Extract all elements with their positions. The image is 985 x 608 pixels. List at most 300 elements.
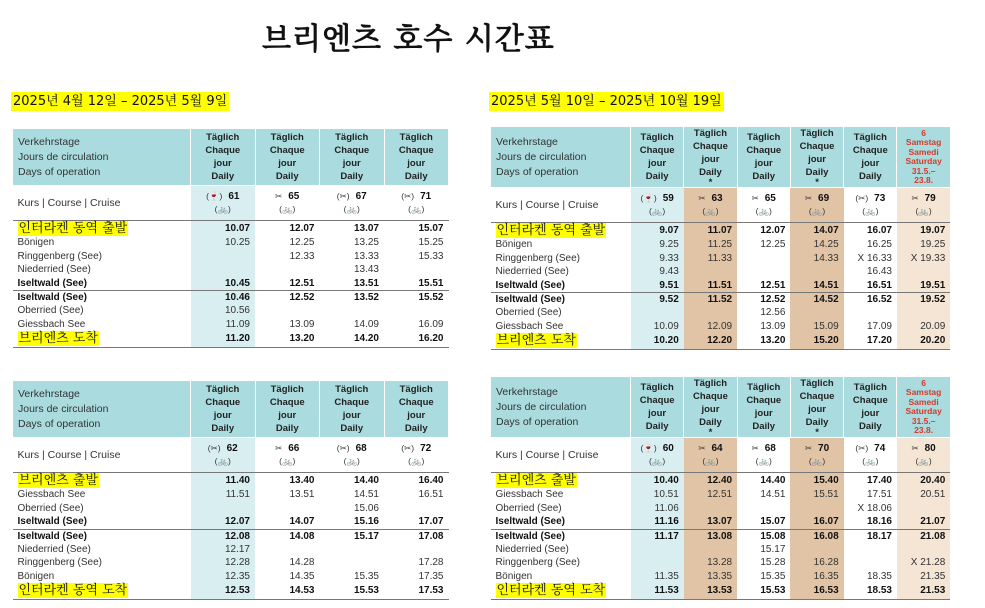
service-icon: ✂ xyxy=(698,193,706,203)
service-icon: (🍷) xyxy=(640,193,657,203)
bike-icon: (🚲) xyxy=(808,456,826,466)
highlighted-stop-name: 브리엔츠 출발 xyxy=(496,473,576,488)
highlighted-stop-name: 인터라켄 동역 도착 xyxy=(18,583,128,599)
days-label-en: Days of operation xyxy=(496,415,579,428)
course-cell-79 xyxy=(897,188,950,223)
daily-label-en: Daily xyxy=(752,421,776,432)
departure-time: 18.53 xyxy=(844,583,897,599)
timetable-row xyxy=(13,304,449,317)
days-of-operation-label xyxy=(491,127,631,188)
departure-time xyxy=(384,304,449,317)
departure-time: 13.53 xyxy=(684,583,737,599)
course-cell-70 xyxy=(790,438,843,473)
timetable-row xyxy=(13,488,449,501)
timetable-row xyxy=(13,331,449,347)
bike-icon: (🚲) xyxy=(808,206,826,216)
footnote-star: * xyxy=(708,427,713,438)
daily-header-68 xyxy=(737,377,790,438)
timetable-row xyxy=(491,515,951,529)
departure-time: 15.07 xyxy=(760,516,786,528)
saturday-range: 31.5.–23.8. xyxy=(911,415,936,435)
daily-header-71 xyxy=(384,129,449,186)
departure-time: 15.53 xyxy=(320,583,385,599)
highlighted-stop-name: 브리엔츠 출발 xyxy=(18,473,98,488)
departure-time: 13.20 xyxy=(255,331,320,347)
course-number: 66 xyxy=(288,443,300,454)
service-icon: ✂ xyxy=(804,443,813,453)
daily-header-69 xyxy=(790,127,843,188)
days-label-en: Days of operation xyxy=(18,165,101,178)
daily-label-en: Daily xyxy=(699,167,722,178)
daily-label-fr: Chaque jour xyxy=(639,395,675,419)
course-cell-74 xyxy=(844,438,897,473)
departure-time: 13.40 xyxy=(289,475,315,486)
daily-label-en: Daily xyxy=(211,423,235,434)
saturday-en: Saturday xyxy=(905,156,942,166)
daily-label-fr: Chaque jour xyxy=(398,145,434,169)
stop-label: Ringgenberg (See) xyxy=(495,557,580,569)
bike-icon: (🚲) xyxy=(649,456,666,466)
terminal-stop-label xyxy=(13,583,191,599)
course-cell-66 xyxy=(255,438,320,473)
highlighted-stop-name: 인터라켄 동역 출발 xyxy=(18,221,128,236)
daily-label-en: Daily xyxy=(805,417,829,428)
course-cell-59 xyxy=(631,188,684,223)
departure-time xyxy=(897,265,950,278)
daily-label-de: Täglich xyxy=(747,382,781,393)
timetable-row xyxy=(491,502,951,515)
terminal-stop-label xyxy=(13,331,191,347)
departure-time: X 18.06 xyxy=(857,502,892,514)
daily-label-en: Daily xyxy=(699,417,722,428)
departure-time: 21.53 xyxy=(897,583,950,599)
daily-label-fr: Chaque jour xyxy=(693,391,728,415)
period-label-2: 2025년 5월 10일 – 2025년 10월 19일 xyxy=(491,94,722,109)
departure-time: 13.33 xyxy=(353,250,379,262)
days-label-de: Verkehrstage xyxy=(496,135,558,148)
days-label-de: Verkehrstage xyxy=(496,385,558,398)
header-row xyxy=(491,127,951,188)
service-icon: ✂ xyxy=(698,443,706,453)
departure-time: X 21.28 xyxy=(897,556,950,569)
departure-time xyxy=(737,502,790,515)
daily-header-68 xyxy=(320,381,385,438)
departure-time: 11.07 xyxy=(684,223,737,239)
course-label: Kurs | Course | Cruise xyxy=(13,438,191,473)
service-icon: (✂) xyxy=(855,193,869,203)
timetable-row xyxy=(13,250,449,263)
departure-time xyxy=(897,502,950,515)
days-label-fr: Jours de circulation xyxy=(18,150,109,163)
stop-label: Ringgenberg (See) xyxy=(17,250,102,262)
departure-time: 14.20 xyxy=(320,331,385,347)
departure-time xyxy=(384,543,449,556)
course-cell-63 xyxy=(684,188,737,223)
daily-label-fr: Chaque jour xyxy=(852,395,888,419)
departure-time: 11.53 xyxy=(631,583,684,599)
timetable-row xyxy=(491,293,951,307)
stop-label: Niederried (See) xyxy=(495,544,569,556)
departure-time: 16.08 xyxy=(790,529,843,543)
stop-label: Bönigen xyxy=(495,570,533,582)
departure-time: 20.09 xyxy=(897,320,950,333)
bike-icon: (🚲) xyxy=(649,206,666,216)
terminal-stop-label xyxy=(13,221,191,237)
departure-time: 14.28 xyxy=(289,557,315,569)
daily-label-fr: Chaque jour xyxy=(334,145,370,169)
daily-label-de: Täglich xyxy=(335,384,369,395)
days-label-fr: Jours de circulation xyxy=(496,400,587,413)
daily-label-fr: Chaque jour xyxy=(639,145,675,169)
timetable-row xyxy=(491,556,951,569)
stop-label: Giessbach See xyxy=(495,320,564,332)
departure-time: 15.33 xyxy=(418,250,444,262)
stop-label: Giessbach See xyxy=(17,489,86,501)
course-cell-68 xyxy=(320,438,385,473)
daily-label-fr: Chaque jour xyxy=(852,145,888,169)
daily-header-65 xyxy=(737,127,790,188)
course-cell-60 xyxy=(631,438,684,473)
daily-label-en: Daily xyxy=(752,171,776,182)
departure-time: 14.33 xyxy=(790,252,843,265)
timetable-a-return xyxy=(12,380,449,600)
departure-time xyxy=(191,502,256,515)
terminal-stop-label xyxy=(491,473,631,489)
stop-label: Ringgenberg (See) xyxy=(495,252,580,264)
daily-label-de: Täglich xyxy=(800,378,834,389)
departure-time: 11.17 xyxy=(631,529,684,543)
days-label-en: Days of operation xyxy=(496,165,579,178)
departure-time: 12.51 xyxy=(289,277,315,289)
stop-label: Oberried (See) xyxy=(495,307,562,319)
days-label-de: Verkehrstage xyxy=(18,387,80,400)
departure-time xyxy=(737,265,790,278)
timetable-row xyxy=(491,473,951,489)
departure-time: 9.51 xyxy=(631,279,684,293)
departure-time xyxy=(790,265,843,278)
departure-time: 15.28 xyxy=(760,557,786,569)
timetable-row xyxy=(491,238,951,251)
service-icon: (✂) xyxy=(401,443,415,453)
daily-label-en: Daily xyxy=(645,171,669,182)
departure-time xyxy=(684,306,737,319)
departure-time: 15.51 xyxy=(790,488,843,501)
days-of-operation-label xyxy=(13,381,191,438)
departure-time: 9.52 xyxy=(631,293,684,307)
service-icon: (🍷) xyxy=(640,443,657,453)
saturday-num: 6 xyxy=(921,377,926,388)
departure-time: 10.20 xyxy=(631,333,684,349)
saturday-de: Samstag xyxy=(905,387,942,397)
daily-label-en: Daily xyxy=(211,171,235,182)
stop-label: Iseltwald (See) xyxy=(495,516,565,528)
stop-label: Bönigen xyxy=(495,239,533,251)
days-label-fr: Jours de circulation xyxy=(496,150,587,163)
departure-time: X 19.33 xyxy=(897,252,950,265)
bike-icon: (🚲) xyxy=(702,206,719,216)
departure-time: 16.51 xyxy=(418,489,444,501)
departure-time: 14.53 xyxy=(255,583,320,599)
departure-time: 14.51 xyxy=(353,489,379,501)
departure-time xyxy=(255,304,320,317)
departure-time xyxy=(897,306,950,319)
departure-time xyxy=(320,304,385,317)
service-icon: ✂ xyxy=(911,443,919,453)
stop-label: Ringgenberg (See) xyxy=(17,557,102,569)
course-cell-62 xyxy=(191,438,256,473)
departure-time: 13.43 xyxy=(353,264,379,276)
course-number: 68 xyxy=(764,443,776,454)
saturday-range: 31.5.–23.8. xyxy=(911,165,936,185)
departure-time: 11.09 xyxy=(191,318,256,331)
departure-time: 13.09 xyxy=(289,318,315,330)
saturday-num: 6 xyxy=(921,127,926,138)
departure-time: 12.56 xyxy=(760,307,786,319)
daily-header-72 xyxy=(384,381,449,438)
course-number: 69 xyxy=(818,193,830,204)
daily-header-61 xyxy=(191,129,256,186)
bike-icon: (🚲) xyxy=(408,204,425,214)
departure-time xyxy=(684,265,737,278)
departure-time: 13.20 xyxy=(737,333,790,349)
daily-label-de: Täglich xyxy=(853,132,887,143)
service-icon: ✂ xyxy=(751,193,759,203)
departure-time xyxy=(320,556,385,569)
departure-time: 16.35 xyxy=(790,570,843,583)
course-number: 62 xyxy=(226,443,238,454)
departure-time: 12.52 xyxy=(255,291,320,305)
course-number: 63 xyxy=(711,193,723,204)
departure-time: 21.08 xyxy=(897,529,950,543)
departure-time: 16.52 xyxy=(844,293,897,307)
daily-label-de: Täglich xyxy=(853,382,887,393)
course-number: 74 xyxy=(874,443,886,454)
timetable-row xyxy=(13,318,449,331)
departure-time xyxy=(191,263,256,276)
daily-header-74 xyxy=(844,377,897,438)
departure-time: 15.08 xyxy=(737,529,790,543)
course-cell-64 xyxy=(684,438,737,473)
daily-header-62 xyxy=(191,381,256,438)
bike-icon: (🚲) xyxy=(755,206,772,216)
departure-time xyxy=(631,543,684,556)
departure-time: 9.43 xyxy=(631,265,684,278)
departure-time xyxy=(191,250,256,263)
daily-label-de: Täglich xyxy=(399,132,433,143)
timetable-row xyxy=(491,306,951,319)
daily-label-en: Daily xyxy=(275,171,299,182)
departure-time: 20.51 xyxy=(897,488,950,501)
service-icon: ✂ xyxy=(275,191,283,201)
departure-time: 17.28 xyxy=(418,557,444,569)
daily-label-fr: Chaque jour xyxy=(334,397,370,421)
daily-header-64 xyxy=(684,377,737,438)
daily-label-en: Daily xyxy=(340,423,364,434)
departure-time xyxy=(320,543,385,556)
daily-label-de: Täglich xyxy=(640,132,674,143)
departure-time: 16.53 xyxy=(790,583,843,599)
departure-time: 14.51 xyxy=(790,279,843,293)
departure-time: 10.45 xyxy=(191,277,256,291)
departure-time: 10.09 xyxy=(631,320,684,333)
departure-time: 14.07 xyxy=(289,516,315,528)
daily-header-66 xyxy=(255,381,320,438)
terminal-stop-label xyxy=(491,333,631,349)
bike-icon: (🚲) xyxy=(862,456,879,466)
daily-header-70 xyxy=(790,377,843,438)
departure-time: 16.20 xyxy=(384,331,449,347)
days-of-operation-label xyxy=(13,129,191,186)
departure-time: 10.25 xyxy=(191,236,256,249)
timetable-row xyxy=(13,583,449,599)
bike-icon: (🚲) xyxy=(279,456,296,466)
departure-time xyxy=(684,502,737,515)
service-icon: (✂) xyxy=(336,443,350,453)
departure-time xyxy=(255,502,320,515)
departure-time: 19.52 xyxy=(897,293,950,307)
departure-time xyxy=(384,263,449,276)
departure-time: 12.07 xyxy=(760,225,786,236)
header-row xyxy=(13,381,449,438)
days-label-de: Verkehrstage xyxy=(18,135,80,148)
departure-time: 18.16 xyxy=(866,516,892,528)
bike-icon: (🚲) xyxy=(408,456,425,466)
departure-time: 12.07 xyxy=(289,223,315,234)
course-row xyxy=(491,438,951,473)
service-icon: ✂ xyxy=(911,193,919,203)
daily-label-fr: Chaque jour xyxy=(746,145,782,169)
header-row xyxy=(491,377,951,438)
daily-label-de: Täglich xyxy=(206,132,240,143)
course-number: 65 xyxy=(764,193,776,204)
highlighted-stop-name: 브리엔츠 도착 xyxy=(496,333,576,349)
timetable-row xyxy=(491,223,951,239)
departure-time: 13.52 xyxy=(320,291,385,305)
stop-label: Iseltwald (See) xyxy=(491,529,631,543)
course-row xyxy=(491,188,951,223)
departure-time: 13.09 xyxy=(760,320,786,332)
daily-label-fr: Chaque jour xyxy=(799,391,835,415)
departure-time: 12.52 xyxy=(737,293,790,307)
bike-icon: (🚲) xyxy=(214,204,231,214)
stop-label: Giessbach See xyxy=(17,318,86,330)
departure-time: 15.20 xyxy=(790,333,843,349)
daily-label-de: Täglich xyxy=(206,384,240,395)
departure-time: 15.07 xyxy=(418,223,444,234)
period-label-1: 2025년 4월 12일 – 2025년 5월 9일 xyxy=(13,94,228,109)
departure-time: 11.51 xyxy=(684,279,737,293)
course-number: 68 xyxy=(355,443,367,454)
course-number: 67 xyxy=(355,191,367,202)
course-cell-69 xyxy=(790,188,843,223)
timetable-row xyxy=(491,488,951,501)
stop-label: Iseltwald (See) xyxy=(495,279,565,291)
departure-time: 16.51 xyxy=(866,279,892,291)
daily-label-en: Daily xyxy=(404,171,428,182)
departure-time: 17.08 xyxy=(384,529,449,543)
departure-time: 12.51 xyxy=(760,279,786,291)
departure-time: 12.53 xyxy=(191,583,256,599)
highlighted-stop-name: 인터라켄 동역 출발 xyxy=(496,223,606,238)
timetable-row xyxy=(13,263,449,276)
departure-time: 13.07 xyxy=(684,515,737,529)
service-icon: (✂) xyxy=(855,443,869,453)
timetable-b-return xyxy=(490,376,951,600)
departure-time: 9.07 xyxy=(631,223,684,239)
departure-time: 10.40 xyxy=(631,473,684,489)
timetable-row xyxy=(13,570,449,583)
course-cell-71 xyxy=(384,186,449,221)
stop-label: Iseltwald (See) xyxy=(17,516,87,528)
saturday-fr: Samedi xyxy=(908,396,939,407)
stop-label: Oberried (See) xyxy=(495,502,562,514)
service-icon: (✂) xyxy=(207,443,221,453)
departure-time: 14.51 xyxy=(760,489,786,501)
service-icon: ✂ xyxy=(804,193,813,203)
timetable-row xyxy=(491,320,951,333)
departure-time: 11.25 xyxy=(684,238,737,251)
departure-time: 12.28 xyxy=(191,556,256,569)
timetable-row xyxy=(13,556,449,569)
departure-time: 12.35 xyxy=(191,570,256,583)
daily-header-65 xyxy=(255,129,320,186)
service-icon: (🍷) xyxy=(206,191,223,201)
departure-time: 12.07 xyxy=(191,515,256,529)
departure-time: 15.35 xyxy=(760,570,786,582)
daily-header-73 xyxy=(844,127,897,188)
stop-label: Iseltwald (See) xyxy=(491,293,631,307)
departure-time xyxy=(255,263,320,276)
departure-time: 12.20 xyxy=(684,333,737,349)
course-number: 65 xyxy=(288,191,300,202)
course-row xyxy=(13,438,449,473)
daily-label-de: Täglich xyxy=(693,378,728,389)
departure-time: 17.07 xyxy=(418,516,444,528)
departure-time: 15.17 xyxy=(760,544,786,556)
departure-time: 14.40 xyxy=(353,475,379,486)
service-icon: (✂) xyxy=(336,191,350,201)
departure-time xyxy=(255,543,320,556)
departure-time: 20.40 xyxy=(897,473,950,489)
departure-time xyxy=(737,252,790,265)
departure-time xyxy=(790,306,843,319)
terminal-stop-label xyxy=(13,473,191,489)
departure-time: 11.06 xyxy=(631,502,684,515)
stop-label: Iseltwald (See) xyxy=(13,291,191,305)
timetable-row xyxy=(13,291,449,305)
bike-icon: (🚲) xyxy=(279,204,296,214)
daily-label-en: Daily xyxy=(404,423,428,434)
service-icon: ✂ xyxy=(275,443,283,453)
departure-time: 18.35 xyxy=(866,570,892,582)
daily-label-de: Täglich xyxy=(270,384,304,395)
departure-time: 11.20 xyxy=(191,331,256,347)
departure-time: 19.51 xyxy=(897,279,950,293)
departure-time xyxy=(384,502,449,515)
stop-label: Oberried (See) xyxy=(17,502,84,514)
terminal-stop-label xyxy=(491,583,631,599)
daily-label-en: Daily xyxy=(645,421,669,432)
departure-time: 10.46 xyxy=(191,291,256,305)
daily-label-en: Daily xyxy=(805,167,829,178)
highlighted-stop-name: 인터라켄 동역 도착 xyxy=(496,583,606,599)
departure-time: 14.40 xyxy=(760,475,786,486)
departure-time: 17.51 xyxy=(866,489,892,501)
departure-time: 12.25 xyxy=(289,237,315,249)
saturday-de: Samstag xyxy=(905,137,942,147)
departure-time: 15.09 xyxy=(790,320,843,333)
daily-header-80 xyxy=(897,377,950,438)
